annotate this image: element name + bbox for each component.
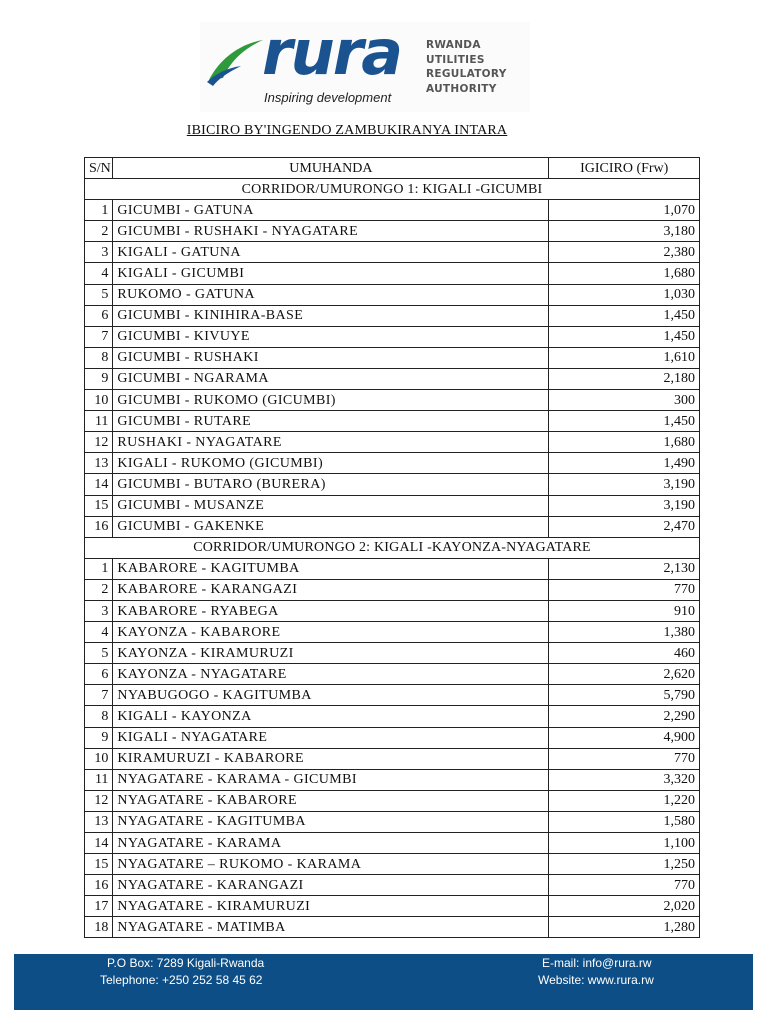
table-body <box>85 179 700 938</box>
row-sn: 11 <box>85 769 113 790</box>
row-price: 1,490 <box>549 453 700 474</box>
row-sn: 5 <box>85 643 113 664</box>
row-price: 1,070 <box>549 200 700 221</box>
table-row <box>85 411 700 432</box>
row-route: KIGALI - GATUNA <box>113 242 549 263</box>
row-sn: 2 <box>85 221 113 242</box>
row-sn: 13 <box>85 453 113 474</box>
table-row <box>85 579 700 600</box>
row-price: 770 <box>549 875 700 896</box>
row-price: 2,380 <box>549 242 700 263</box>
row-route: GICUMBI - KIVUYE <box>113 326 549 347</box>
row-route: NYABUGOGO - KAGITUMBA <box>113 685 549 706</box>
row-sn: 1 <box>85 558 113 579</box>
row-price: 2,180 <box>549 368 700 389</box>
row-sn: 1 <box>85 200 113 221</box>
corridor-row <box>85 179 700 200</box>
row-route: NYAGATARE - KABARORE <box>113 790 549 811</box>
row-route: GICUMBI - NGARAMA <box>113 368 549 389</box>
table-row <box>85 622 700 643</box>
row-sn: 6 <box>85 664 113 685</box>
footer-telephone: Telephone: +250 252 58 45 62 <box>100 973 263 987</box>
row-sn: 8 <box>85 706 113 727</box>
table-row <box>85 495 700 516</box>
row-sn: 9 <box>85 727 113 748</box>
table-row <box>85 769 700 790</box>
table-row <box>85 833 700 854</box>
row-price: 1,450 <box>549 326 700 347</box>
footer-email: E-mail: info@rura.rw <box>542 956 652 970</box>
row-sn: 12 <box>85 790 113 811</box>
row-sn: 9 <box>85 368 113 389</box>
table-row <box>85 748 700 769</box>
header-route: UMUHANDA <box>113 158 549 179</box>
header-price: IGICIRO (Frw) <box>549 158 700 179</box>
row-route: KAYONZA - NYAGATARE <box>113 664 549 685</box>
table-row <box>85 917 700 938</box>
row-route: GICUMBI - RUSHAKI - NYAGATARE <box>113 221 549 242</box>
table-row <box>85 242 700 263</box>
row-sn: 7 <box>85 685 113 706</box>
table-row <box>85 854 700 875</box>
row-price: 2,130 <box>549 558 700 579</box>
table-row <box>85 685 700 706</box>
table-row <box>85 516 700 537</box>
row-route: GICUMBI - GAKENKE <box>113 516 549 537</box>
table-row <box>85 643 700 664</box>
table-row <box>85 368 700 389</box>
row-route: GICUMBI - MUSANZE <box>113 495 549 516</box>
table-row <box>85 453 700 474</box>
document-title: IBICIRO BY'INGENDO ZAMBUKIRANYA INTARA <box>186 123 508 138</box>
table-row <box>85 305 700 326</box>
row-sn: 14 <box>85 833 113 854</box>
row-route: KIRAMURUZI - KABARORE <box>113 748 549 769</box>
row-sn: 16 <box>85 516 113 537</box>
rura-swoosh-logo-icon <box>205 30 265 90</box>
header-sn: S/N <box>85 158 113 179</box>
row-price: 2,470 <box>549 516 700 537</box>
row-price: 3,190 <box>549 474 700 495</box>
row-route: NYAGATARE - KARANGAZI <box>113 875 549 896</box>
organization-name <box>426 38 507 96</box>
row-sn: 4 <box>85 263 113 284</box>
row-price: 1,220 <box>549 790 700 811</box>
row-route: GICUMBI - RUTARE <box>113 411 549 432</box>
row-price: 3,320 <box>549 769 700 790</box>
row-route: NYAGATARE - MATIMBA <box>113 917 549 938</box>
row-sn: 15 <box>85 495 113 516</box>
org-name-line: REGULATORY <box>426 68 507 80</box>
table-row <box>85 221 700 242</box>
fares-table <box>84 157 700 938</box>
org-name-line: UTILITIES <box>426 53 485 66</box>
org-name-line: RWANDA <box>426 39 481 51</box>
row-route: KIGALI - GICUMBI <box>113 263 549 284</box>
table-row <box>85 432 700 453</box>
footer-website: Website: www.rura.rw <box>538 973 654 987</box>
row-sn: 10 <box>85 748 113 769</box>
row-sn: 6 <box>85 305 113 326</box>
row-route: KAYONZA - KIRAMURUZI <box>113 643 549 664</box>
row-sn: 15 <box>85 854 113 875</box>
row-route: KIGALI - RUKOMO (GICUMBI) <box>113 453 549 474</box>
row-route: RUKOMO - GATUNA <box>113 284 549 305</box>
table-row <box>85 390 700 411</box>
footer <box>14 954 753 1010</box>
row-price: 1,450 <box>549 305 700 326</box>
row-price: 1,450 <box>549 411 700 432</box>
row-sn: 10 <box>85 390 113 411</box>
row-sn: 11 <box>85 411 113 432</box>
row-price: 2,620 <box>549 664 700 685</box>
table-row <box>85 790 700 811</box>
org-name-line: AUTHORITY <box>426 82 497 95</box>
table-row <box>85 474 700 495</box>
row-price: 5,790 <box>549 685 700 706</box>
row-sn: 3 <box>85 600 113 621</box>
row-price: 1,380 <box>549 622 700 643</box>
row-route: GICUMBI - BUTARO (BURERA) <box>113 474 549 495</box>
row-route: KIGALI - NYAGATARE <box>113 727 549 748</box>
row-sn: 8 <box>85 347 113 368</box>
row-sn: 12 <box>85 432 113 453</box>
row-price: 460 <box>549 643 700 664</box>
row-price: 1,680 <box>549 432 700 453</box>
table-row <box>85 664 700 685</box>
row-sn: 4 <box>85 622 113 643</box>
row-route: KABARORE - KAGITUMBA <box>113 558 549 579</box>
row-price: 300 <box>549 390 700 411</box>
row-route: NYAGATARE – RUKOMO - KARAMA <box>113 854 549 875</box>
row-price: 2,290 <box>549 706 700 727</box>
row-sn: 18 <box>85 917 113 938</box>
table-header-row <box>85 158 700 179</box>
row-route: RUSHAKI - NYAGATARE <box>113 432 549 453</box>
row-route: NYAGATARE - KARAMA - GICUMBI <box>113 769 549 790</box>
row-price: 1,030 <box>549 284 700 305</box>
footer-address: P.O Box: 7289 Kigali-Rwanda <box>107 956 265 970</box>
row-sn: 3 <box>85 242 113 263</box>
row-sn: 13 <box>85 811 113 832</box>
row-route: KABARORE - KARANGAZI <box>113 579 549 600</box>
table-row <box>85 896 700 917</box>
row-sn: 14 <box>85 474 113 495</box>
row-sn: 16 <box>85 875 113 896</box>
row-route: NYAGATARE - KIRAMURUZI <box>113 896 549 917</box>
row-price: 2,020 <box>549 896 700 917</box>
row-sn: 2 <box>85 579 113 600</box>
table-row <box>85 284 700 305</box>
row-price: 1,100 <box>549 833 700 854</box>
row-route: KAYONZA - KABARORE <box>113 622 549 643</box>
row-route: NYAGATARE - KAGITUMBA <box>113 811 549 832</box>
row-route: GICUMBI - KINIHIRA-BASE <box>113 305 549 326</box>
row-route: NYAGATARE - KARAMA <box>113 833 549 854</box>
row-sn: 17 <box>85 896 113 917</box>
row-sn: 5 <box>85 284 113 305</box>
row-route: GICUMBI - GATUNA <box>113 200 549 221</box>
table-row <box>85 558 700 579</box>
table-row <box>85 875 700 896</box>
row-price: 1,680 <box>549 263 700 284</box>
row-price: 770 <box>549 579 700 600</box>
table-row <box>85 727 700 748</box>
corridor-row <box>85 537 700 558</box>
table-row <box>85 347 700 368</box>
table-row <box>85 263 700 284</box>
row-price: 1,610 <box>549 347 700 368</box>
corridor-title: CORRIDOR/UMURONGO 2: KIGALI -KAYONZA-NYAGATARE <box>85 537 700 558</box>
table-row <box>85 811 700 832</box>
row-price: 770 <box>549 748 700 769</box>
row-price: 910 <box>549 600 700 621</box>
row-route: GICUMBI - RUSHAKI <box>113 347 549 368</box>
row-route: GICUMBI - RUKOMO (GICUMBI) <box>113 390 549 411</box>
row-price: 4,900 <box>549 727 700 748</box>
logo-tagline: Inspiring development <box>264 90 392 105</box>
row-price: 1,280 <box>549 917 700 938</box>
row-route: KABARORE - RYABEGA <box>113 600 549 621</box>
row-price: 1,580 <box>549 811 700 832</box>
row-route: KIGALI - KAYONZA <box>113 706 549 727</box>
logo-wordmark: rura <box>262 16 402 89</box>
table-row <box>85 706 700 727</box>
row-price: 1,250 <box>549 854 700 875</box>
table-row <box>85 326 700 347</box>
row-price: 3,180 <box>549 221 700 242</box>
row-sn: 7 <box>85 326 113 347</box>
corridor-title: CORRIDOR/UMURONGO 1: KIGALI -GICUMBI <box>85 179 700 200</box>
row-price: 3,190 <box>549 495 700 516</box>
table-row <box>85 200 700 221</box>
table-row <box>85 600 700 621</box>
